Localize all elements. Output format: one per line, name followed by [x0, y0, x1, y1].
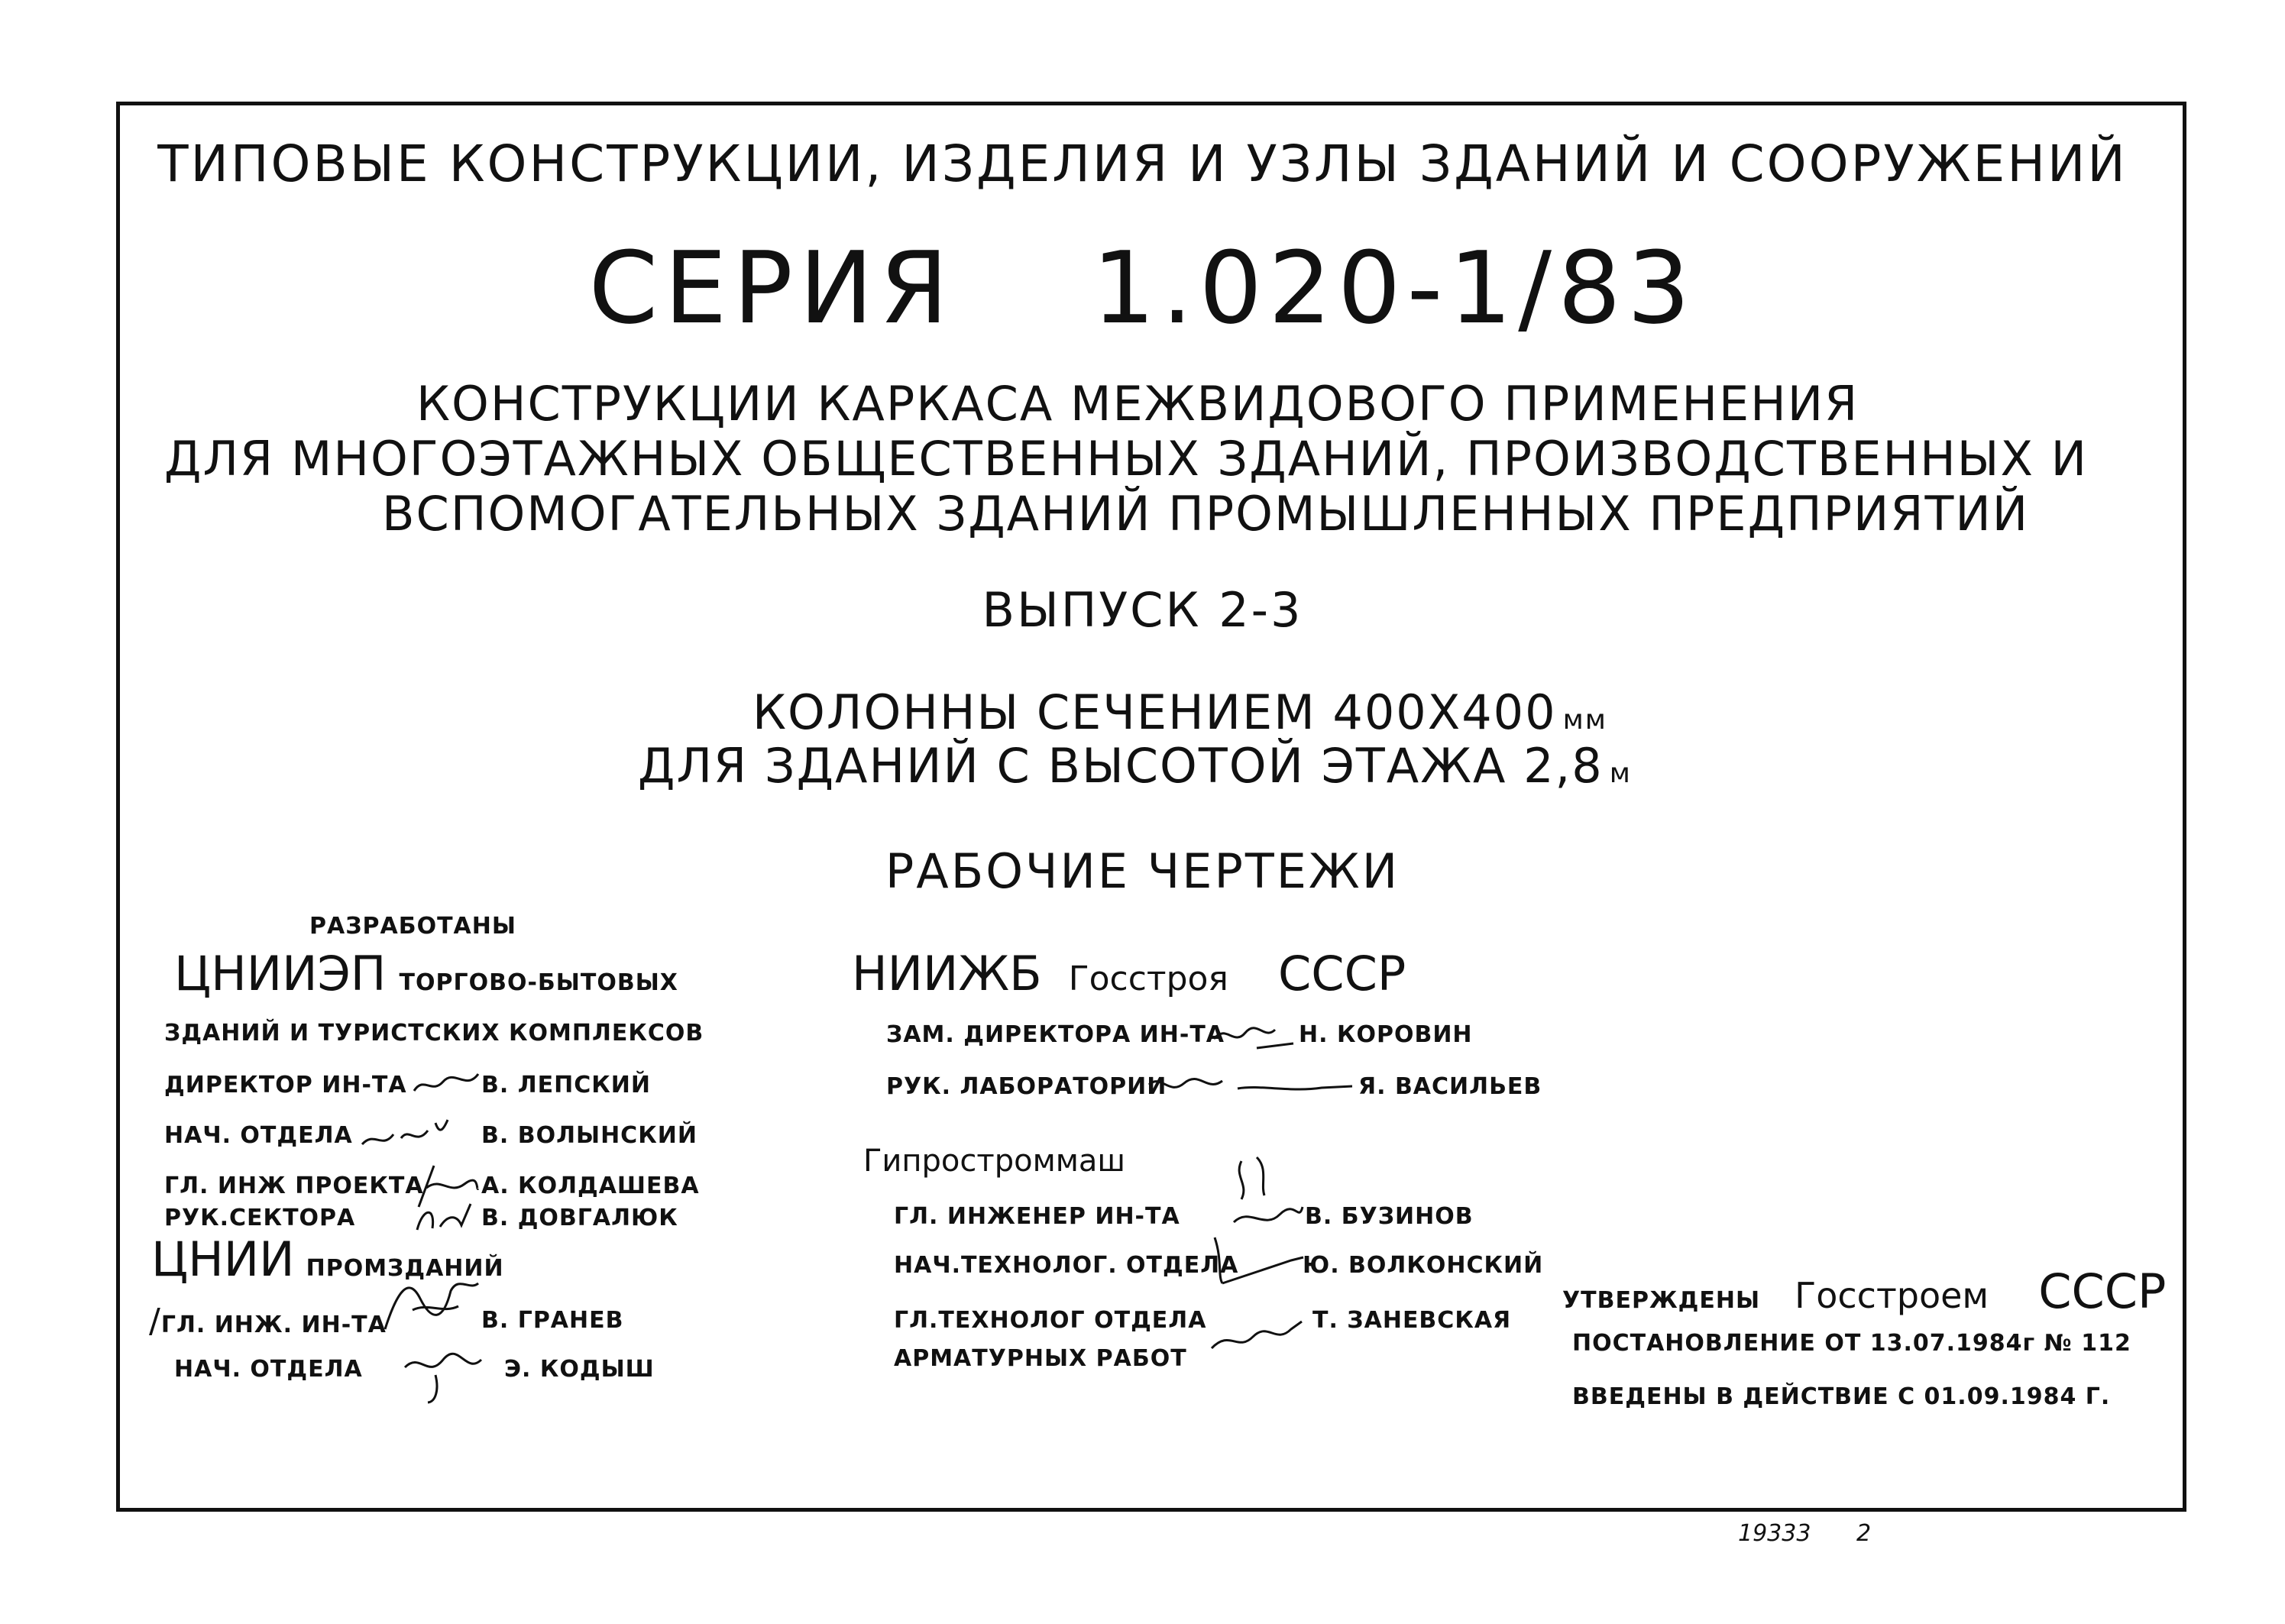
- left-org-1-sub: ТОРГОВО-БЫТОВЫХ: [399, 969, 678, 996]
- middle-row-name: Ю. ВОЛКОНСКИЙ: [1303, 1252, 1544, 1279]
- drawing-type: РАБОЧИЕ ЧЕРТЕЖИ: [885, 843, 1400, 899]
- signature-volynsky: [359, 1115, 451, 1153]
- middle-row-role: РУК. ЛАБОРАТОРИИ: [886, 1073, 1167, 1100]
- middle-row-role: ГЛ. ИНЖЕНЕР ИН-ТА: [894, 1203, 1180, 1230]
- left-row-role: ГЛ. ИНЖ ПРОЕКТА: [164, 1173, 424, 1199]
- middle-row-name: В. БУЗИНОВ: [1305, 1203, 1474, 1230]
- series-number: 1.020-1/83: [1092, 230, 1697, 346]
- footer-number: 19333: [1738, 1520, 1811, 1547]
- signature-lepsky: [413, 1068, 481, 1098]
- signature-granev: [382, 1268, 481, 1337]
- left-row-role-text: ГЛ. ИНЖ. ИН-ТА: [160, 1312, 387, 1338]
- subject-line-1: [752, 684, 1607, 740]
- subject-line-2-unit: м: [1609, 758, 1632, 789]
- left-row-name: В. ВОЛЫНСКИЙ: [481, 1122, 697, 1149]
- middle-org-1-end: СССР: [1277, 946, 1406, 1001]
- signature-zanevskaya: [1207, 1314, 1306, 1360]
- left-row-role: НАЧ. ОТДЕЛА: [164, 1122, 353, 1149]
- left-row-role: РУК.СЕКТОРА: [164, 1205, 356, 1231]
- left-row-name: В. ДОВГАЛЮК: [481, 1205, 678, 1231]
- middle-row-name: Я. ВАСИЛЬЕВ: [1358, 1073, 1542, 1100]
- signature-dovgalyuk: [413, 1199, 474, 1237]
- header-line: ТИПОВЫЕ КОНСТРУКЦИИ, ИЗДЕЛИЯ И УЗЛЫ ЗДАНИЙ И СООРУЖЕНИЙ: [157, 134, 2128, 193]
- left-row-name: Э. КОДЫШ: [504, 1356, 655, 1383]
- approved-by: Госстроем: [1795, 1275, 1989, 1316]
- left-row-role: /ГЛ. ИНЖ. ИН-ТА: [149, 1302, 387, 1341]
- decree-line: ПОСТАНОВЛЕНИЕ ОТ 13.07.1984г № 112: [1572, 1330, 2131, 1357]
- heading-line-2: ДЛЯ МНОГОЭТАЖНЫХ ОБЩЕСТВЕННЫХ ЗДАНИЙ, ПРОИЗВОДСТВЕННЫХ И: [164, 431, 2089, 487]
- middle-row-role: ГЛ.ТЕХНОЛОГ ОТДЕЛА: [894, 1307, 1207, 1334]
- left-org-1: [174, 946, 678, 1001]
- middle-org-2: Гипростроммаш: [863, 1144, 1126, 1179]
- left-row-name: А. КОЛДАШЕВА: [481, 1173, 700, 1199]
- left-row-role: НАЧ. ОТДЕЛА: [174, 1356, 363, 1383]
- left-org-2-sub: ПРОМЗДАНИЙ: [306, 1255, 504, 1282]
- subject-line-1-unit: мм: [1562, 704, 1607, 736]
- approved-end: СССР: [2038, 1263, 2167, 1319]
- signature-korovin: [1211, 1016, 1295, 1054]
- left-row-role: ДИРЕКТОР ИН-ТА: [164, 1072, 407, 1098]
- middle-row-name: Т. ЗАНЕВСКАЯ: [1312, 1307, 1512, 1334]
- issue-number: ВЫПУСК 2-3: [982, 582, 1303, 638]
- signature-vasilyev: [1146, 1069, 1360, 1100]
- signature-volkonsky: [1207, 1230, 1306, 1291]
- footer-sheet: 2: [1856, 1520, 1872, 1547]
- subject-line-2-text: ДЛЯ ЗДАНИЙ С ВЫСОТОЙ ЭТАЖА 2,8: [638, 738, 1604, 794]
- middle-org-1-mid: Госстроя: [1068, 959, 1228, 998]
- signature-kodysh: [397, 1337, 489, 1406]
- left-org-1-line2: ЗДАНИЙ И ТУРИСТСКИХ КОМПЛЕКСОВ: [164, 1020, 704, 1047]
- left-org-1-name: ЦНИИЭП: [174, 946, 387, 1001]
- effective-line: ВВЕДЕНЫ В ДЕЙСТВИЕ С 01.09.1984 Г.: [1572, 1383, 2111, 1410]
- approval-line: [1562, 1263, 2167, 1319]
- approved-label: УТВЕРЖДЕНЫ: [1562, 1287, 1761, 1314]
- left-row-name: В. ЛЕПСКИЙ: [481, 1072, 651, 1098]
- heading-line-3: ВСПОМОГАТЕЛЬНЫХ ЗДАНИЙ ПРОМЫШЛЕННЫХ ПРЕДПРИЯТИЙ: [382, 486, 2030, 542]
- middle-row-role: НАЧ.ТЕХНОЛОГ. ОТДЕЛА: [894, 1252, 1239, 1279]
- middle-row-extra: АРМАТУРНЫХ РАБОТ: [894, 1345, 1187, 1372]
- middle-org-1: [852, 946, 1406, 1001]
- middle-row-name: Н. КОРОВИН: [1299, 1021, 1473, 1048]
- series-word: СЕРИЯ: [588, 230, 955, 346]
- series-title: [0, 230, 2285, 346]
- left-row-name: В. ГРАНЕВ: [481, 1307, 624, 1334]
- developed-label: РАЗРАБОТАНЫ: [309, 913, 516, 940]
- left-org-2-name: ЦНИИ: [151, 1231, 295, 1287]
- middle-row-role: ЗАМ. ДИРЕКТОРА ИН-ТА: [886, 1021, 1225, 1048]
- middle-org-1-name: НИИЖБ: [852, 946, 1042, 1001]
- subject-line-1-text: КОЛОННЫ СЕЧЕНИЕМ 400Х400: [752, 684, 1557, 740]
- heading-line-1: КОНСТРУКЦИИ КАРКАСА МЕЖВИДОВОГО ПРИМЕНЕНИЯ: [416, 376, 1859, 432]
- subject-line-2: [638, 738, 1632, 794]
